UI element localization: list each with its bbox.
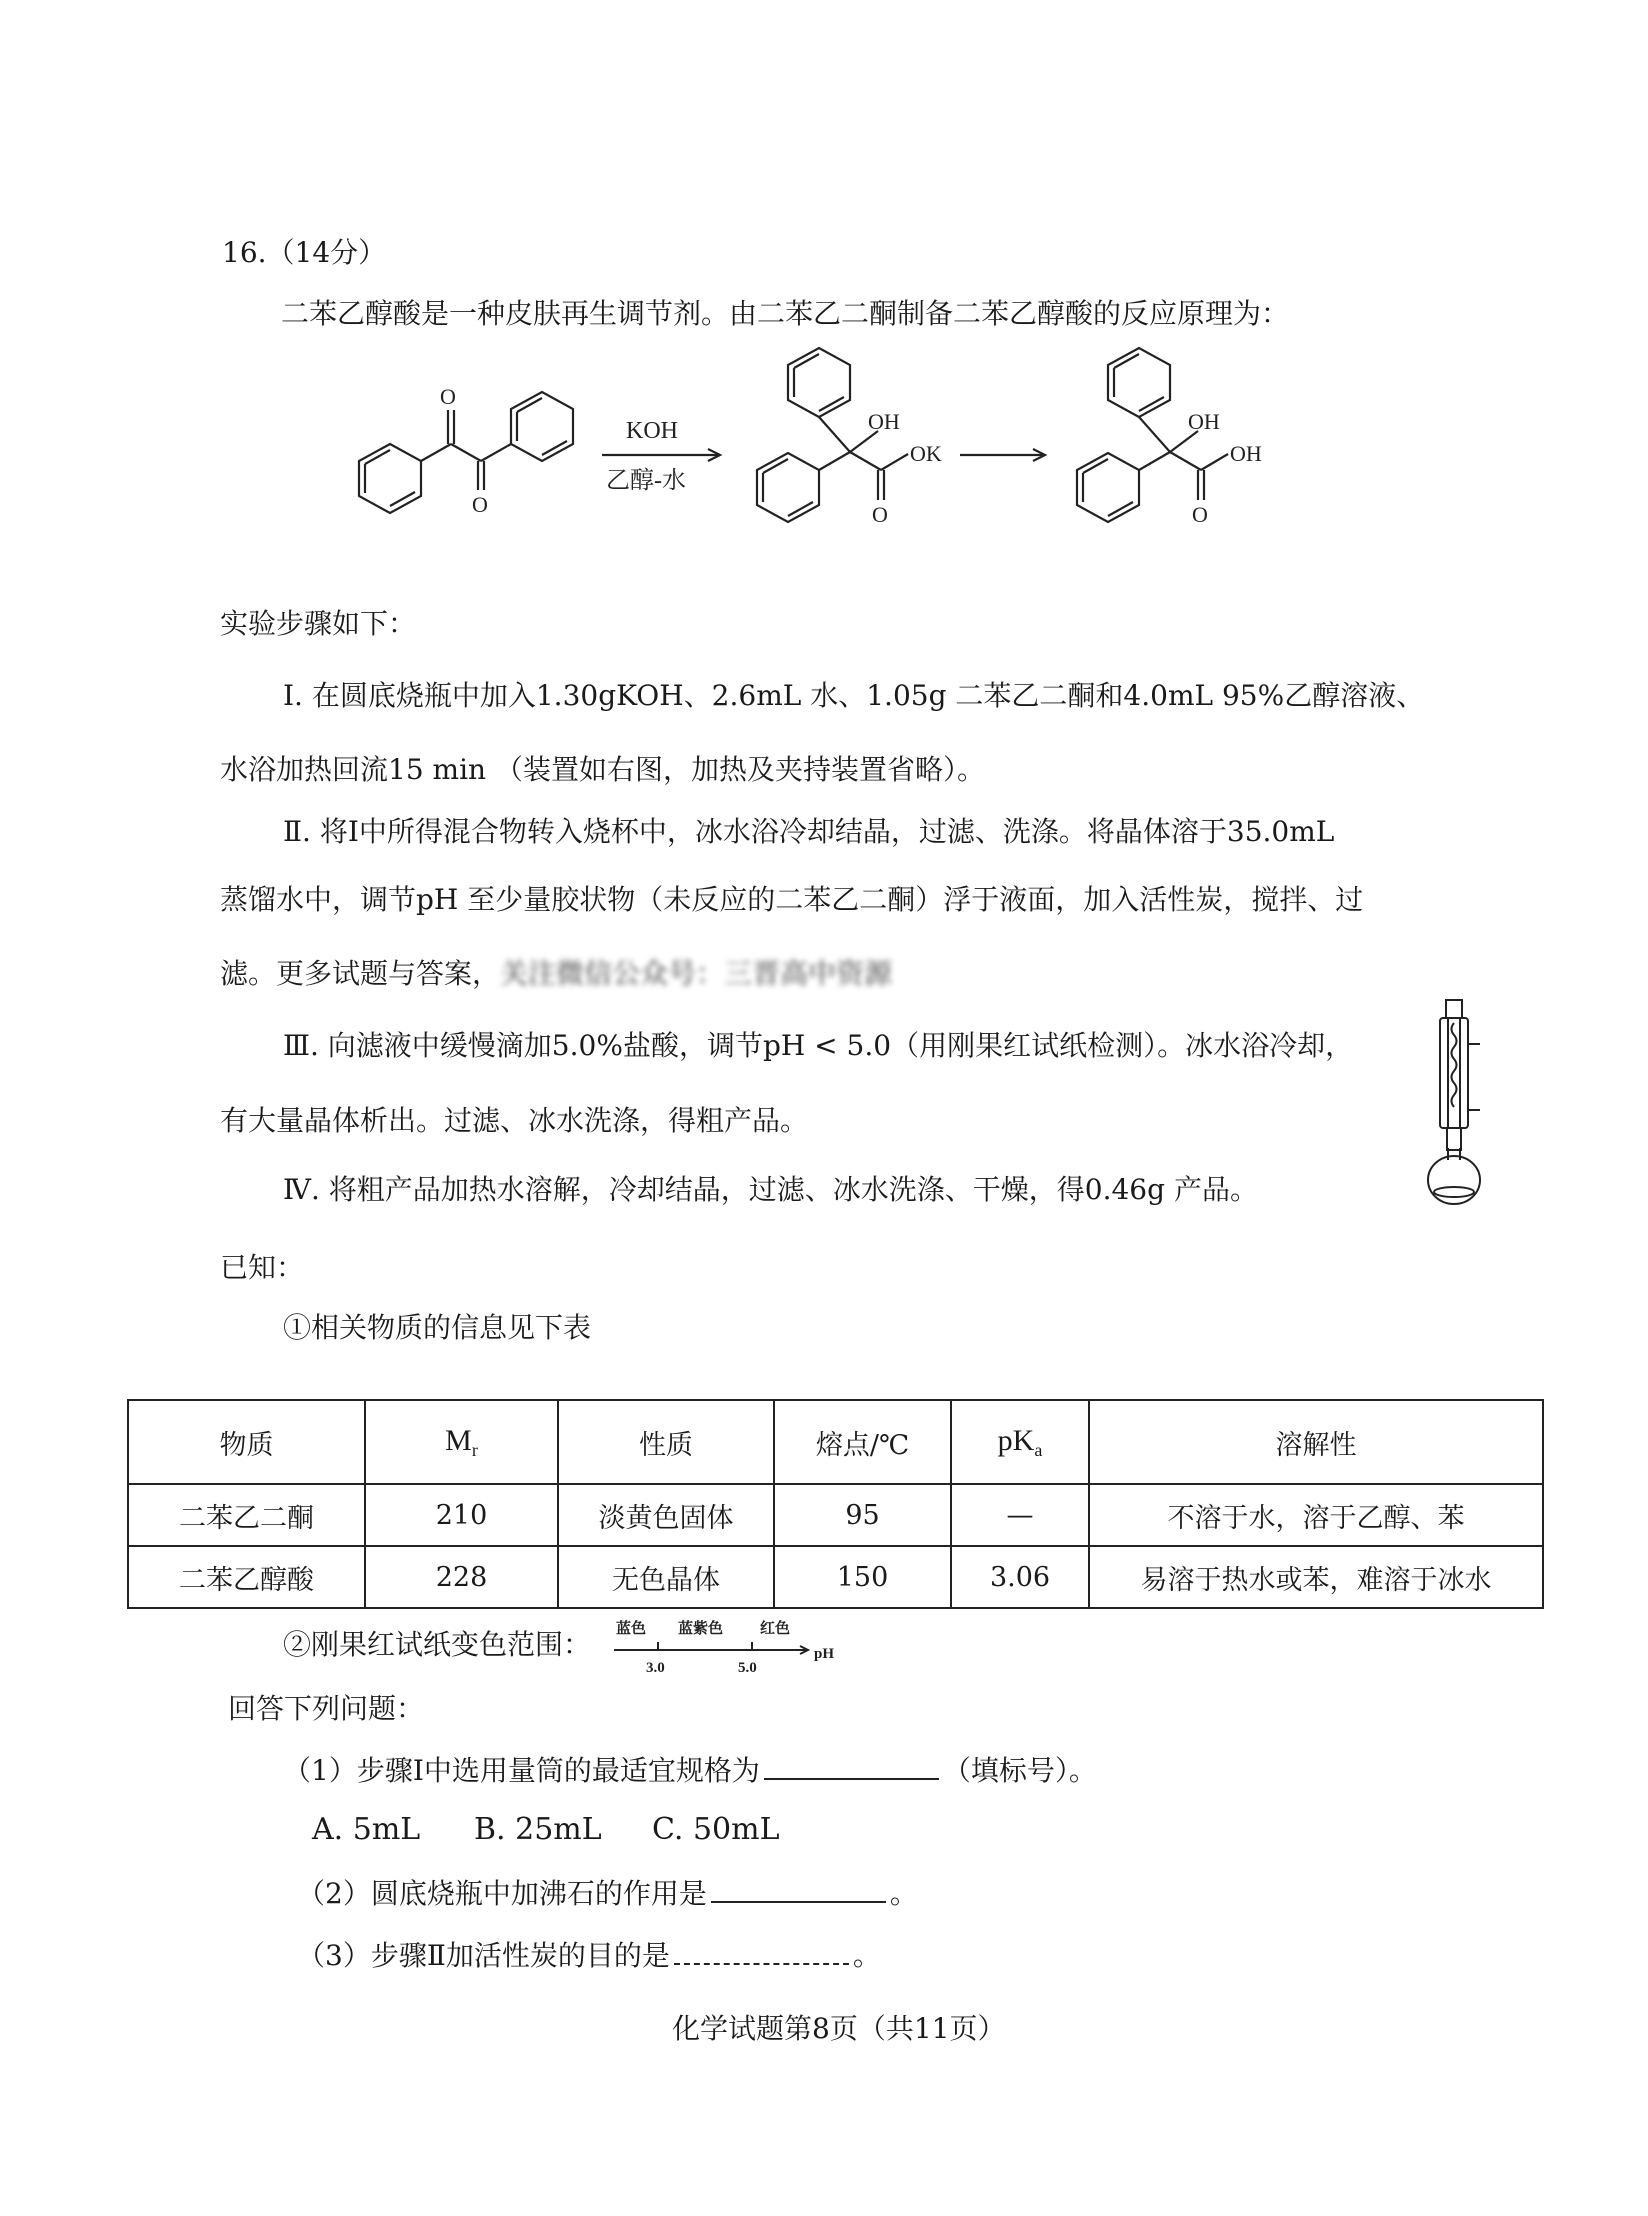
question-1-tail: （填标号）。 [942, 1754, 1097, 1787]
table-header-cell: 物质 [128, 1400, 365, 1484]
known-title: 已知： [220, 1251, 305, 1284]
benzil-o-bottom: O [472, 492, 488, 517]
benzil-left-ring [359, 444, 421, 513]
table-cell: 二苯乙醇酸 [128, 1546, 365, 1608]
step-3-line-2: 有大量晶体析出。过滤、冰水洗涤，得粗产品。 [220, 1104, 809, 1137]
step-2-line-2: 蒸馏水中，调节pH 至少量胶状物（未反应的二苯乙二酮）浮于液面，加入活性炭，搅拌、过 [220, 883, 1364, 916]
table-cell: 淡黄色固体 [558, 1484, 774, 1546]
table-cell: 210 [365, 1484, 558, 1546]
salt-o: O [872, 502, 888, 527]
table-header-cell: 溶解性 [1089, 1400, 1543, 1484]
steps-title: 实验步骤如下： [220, 607, 417, 640]
salt-bottom-ring [757, 453, 819, 522]
table-header-cell: 熔点/℃ [774, 1400, 951, 1484]
table-header-cell: $M_r$ [365, 1400, 558, 1484]
table-row [128, 1546, 1543, 1608]
known-item-1: ①相关物质的信息见下表 [283, 1311, 592, 1344]
scale-tick-5: 5.0 [738, 1660, 757, 1676]
table-cell: 无色晶体 [558, 1546, 774, 1608]
question-3-tail: 。 [852, 1939, 881, 1972]
page-footer: 化学试题第8页（共11页） [672, 2012, 1006, 2045]
question-header: 16.（14分） [222, 236, 387, 269]
question-intro: 二苯乙醇酸是一种皮肤再生调节剂。由二苯乙二酮制备二苯乙醇酸的反应原理为： [281, 297, 1290, 330]
step-3-line-1: Ⅲ. 向滤液中缓慢滴加5.0%盐酸，调节pH < 5.0（用刚果红试纸检测）。冰水浴冷却， [283, 1029, 1354, 1062]
benzil-right-ring [511, 392, 573, 461]
step-2-line-1: Ⅱ. 将Ⅰ中所得混合物转入烧杯中，冰水浴冷却结晶，过滤、洗涤。将晶体溶于35.0mL [283, 815, 1335, 848]
table-cell: 95 [774, 1484, 951, 1546]
acid-oh: OH [1188, 409, 1220, 434]
question-1 [283, 1752, 1097, 1788]
table-cell: 易溶于热水或苯，难溶于冰水 [1089, 1546, 1543, 1608]
answer-blank-2[interactable] [711, 1875, 886, 1903]
step-4-line: Ⅳ. 将粗产品加热水溶解，冷却结晶，过滤、冰水洗涤、干燥，得0.46g 产品。 [283, 1173, 1258, 1206]
reaction-scheme [320, 345, 1300, 545]
question-2 [297, 1875, 918, 1911]
benzil-o-top: O [440, 384, 456, 409]
step-2-blurred-text: 关注微信公众号：三晋高中资源 [500, 957, 893, 990]
option-c: C. 50mL [652, 1812, 780, 1847]
acid-oh-carboxyl: OH [1230, 441, 1262, 466]
step-2-line-3-text: 滤。更多试题与答案， [220, 957, 501, 990]
table-row [128, 1484, 1543, 1546]
salt-oh: OH [868, 409, 900, 434]
salt-top-ring [788, 348, 850, 417]
question-3 [297, 1937, 881, 1973]
acid-top-ring [1108, 348, 1170, 417]
option-b: B. 25mL [474, 1812, 602, 1847]
answer-blank-1[interactable] [764, 1752, 939, 1780]
congo-red-scale [612, 1616, 852, 1676]
table-cell: 228 [365, 1546, 558, 1608]
scale-tick-3: 3.0 [646, 1660, 665, 1676]
reagent-bottom: 乙醇-水 [606, 468, 686, 494]
option-a: A. 5mL [312, 1812, 421, 1847]
table-cell: 不溶于水，溶于乙醇、苯 [1089, 1484, 1543, 1546]
known-item-2: ②刚果红试纸变色范围： [283, 1628, 592, 1661]
acid-bottom-ring [1077, 453, 1139, 522]
table-header-cell: $pK_a$ [951, 1400, 1089, 1484]
step-2-line-3 [220, 957, 892, 991]
table-cell: — [951, 1484, 1089, 1546]
answers-title: 回答下列问题： [228, 1692, 425, 1725]
scale-label-blue-violet: 蓝紫色 [678, 1621, 724, 1637]
table-cell: 二苯乙二酮 [128, 1484, 365, 1546]
answer-blank-3[interactable] [674, 1937, 849, 1965]
step-1-line-2: 水浴加热回流15 min （装置如右图，加热及夹持装置省略）。 [220, 753, 985, 786]
scale-label-blue: 蓝色 [616, 1621, 647, 1637]
question-2-tail: 。 [889, 1877, 918, 1910]
scale-label-red: 红色 [760, 1621, 791, 1637]
question-3-text: （3）步骤Ⅱ加活性炭的目的是 [297, 1939, 670, 1972]
salt-ok: OK [910, 441, 942, 466]
reagent-top: KOH [626, 418, 678, 444]
substance-info-table [127, 1399, 1544, 1609]
table-cell: 150 [774, 1546, 951, 1608]
table-header-row [128, 1400, 1543, 1484]
scale-unit: pH [814, 1646, 835, 1662]
question-2-text: （2）圆底烧瓶中加沸石的作用是 [297, 1877, 707, 1910]
acid-o: O [1192, 502, 1208, 527]
reflux-apparatus-icon [1420, 998, 1500, 1213]
table-cell: 3.06 [951, 1546, 1089, 1608]
step-1-line-1: Ⅰ. 在圆底烧瓶中加入1.30gKOH、2.6mL 水、1.05g 二苯乙二酮和4.0mL 95%乙醇溶液、 [283, 679, 1425, 712]
question-1-text: （1）步骤Ⅰ中选用量筒的最适宜规格为 [283, 1754, 760, 1787]
table-header-cell: 性质 [558, 1400, 774, 1484]
